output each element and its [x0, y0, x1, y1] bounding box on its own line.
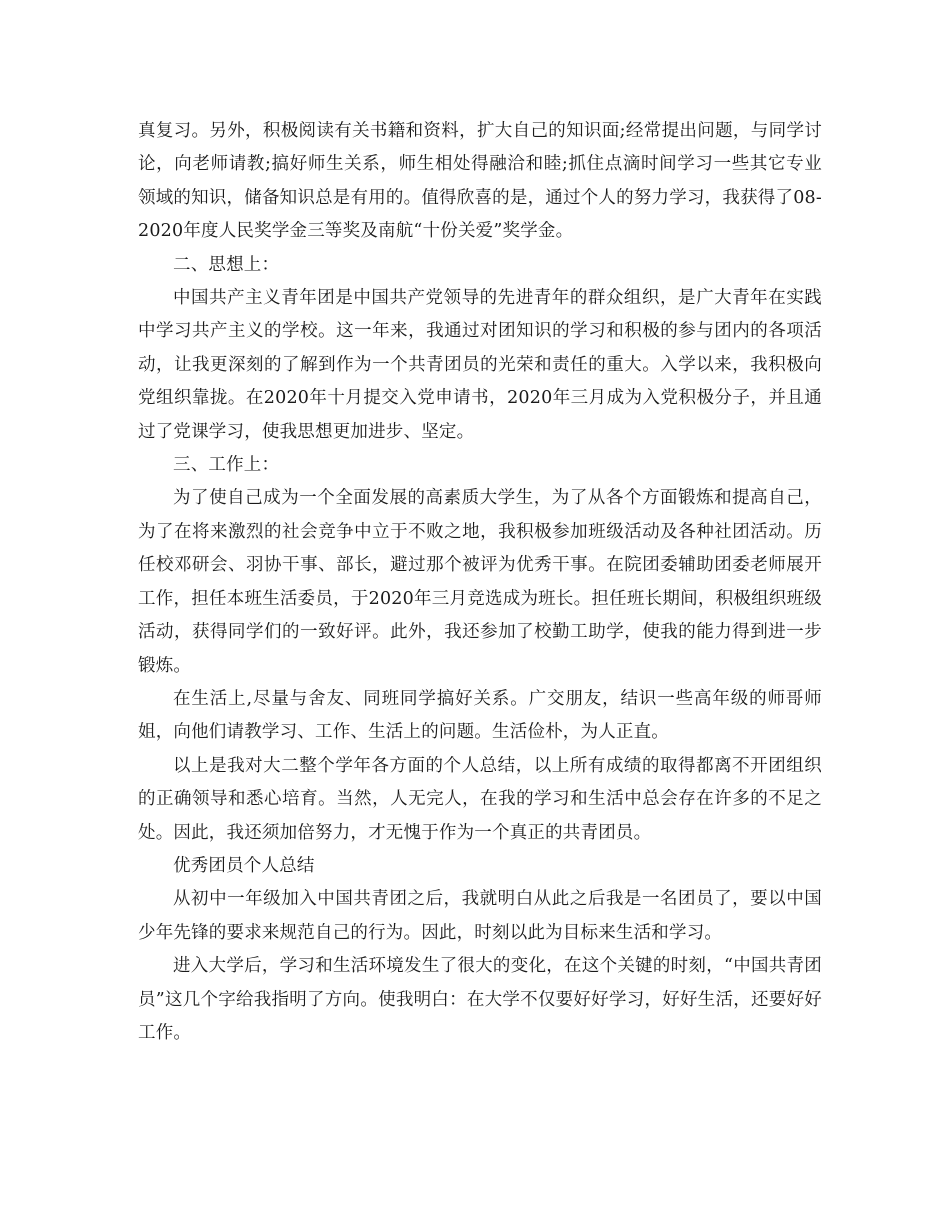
paragraph-study-continued: 真复习。另外，积极阅读有关书籍和资料，扩大自己的知识面;经常提出问题，与同学讨论，向老师请教;搞好师生关系，师生相处得融洽和睦;抓住点滴时间学习一些其它专业领域的知识，储备知识总是有用的。值得欣喜的是，通过个人的努力学习，我获得了08-2020年度人民奖学金三等奖及南航“十份关爱”奖学金。 — [138, 121, 822, 242]
paragraph-university: 进入大学后，学习和生活环境发生了很大的变化，在这个关键的时刻，“中国共青团员”这几个字给我指明了方向。使我明白：在大学不仅要好好学习，好好生活，还要好好工作。 — [138, 956, 822, 1043]
paragraph-work: 为了使自己成为一个全面发展的高素质大学生，为了从各个方面锻炼和提高自己，为了在将来激烈的社会竞争中立于不败之地，我积极参加班级活动及各种社团活动。历任校邓研会、羽协干事、部长，避过那个被评为优秀干事。在院团委辅助团委老师展开工作，担任本班生活委员，于2020年三月竞选成为班长。担任班长期间，积极组织班级活动，获得同学们的一致好评。此外，我还参加了校勤工助学，使我的能力得到进一步锻炼。 — [138, 488, 822, 676]
paragraph-thought: 中国共产主义青年团是中国共产党领导的先进青年的群众组织，是广大青年在实践中学习共产主义的学校。这一年来，我通过对团知识的学习和积极的参与团内的各项活动，让我更深刻的了解到作为一个共青团员的光荣和责任的重大。入学以来，我积极向党组织靠拢。在2020年十月提交入党申请书，2020年三月成为入党积极分子，并且通过了党课学习，使我思想更加进步、坚定。 — [138, 288, 822, 442]
paragraph-joining: 从初中一年级加入中国共青团之后，我就明白从此之后我是一名团员了，要以中国少年先锋的要求来规范自己的行为。因此，时刻以此为目标来生活和学习。 — [138, 889, 822, 943]
section-heading-thought: 二、思想上： — [173, 254, 280, 275]
section-heading-summary-title: 优秀团员个人总结 — [173, 855, 315, 876]
paragraph-conclusion: 以上是我对大二整个学年各方面的个人总结，以上所有成绩的取得都离不开团组织的正确领导和悉心培育。当然，人无完人，在我的学习和生活中总会存在许多的不足之处。因此，我还须加倍努力，才无愧于作为一个真正的共青团员。 — [138, 755, 822, 843]
paragraph-life: 在生活上,尽量与舍友、同班同学搞好关系。广交朋友，结识一些高年级的师哥师姐，向他们请教学习、工作、生活上的问题。生活俭朴，为人正直。 — [138, 688, 822, 743]
section-heading-work: 三、工作上： — [173, 455, 280, 476]
document-body — [138, 115, 822, 1050]
